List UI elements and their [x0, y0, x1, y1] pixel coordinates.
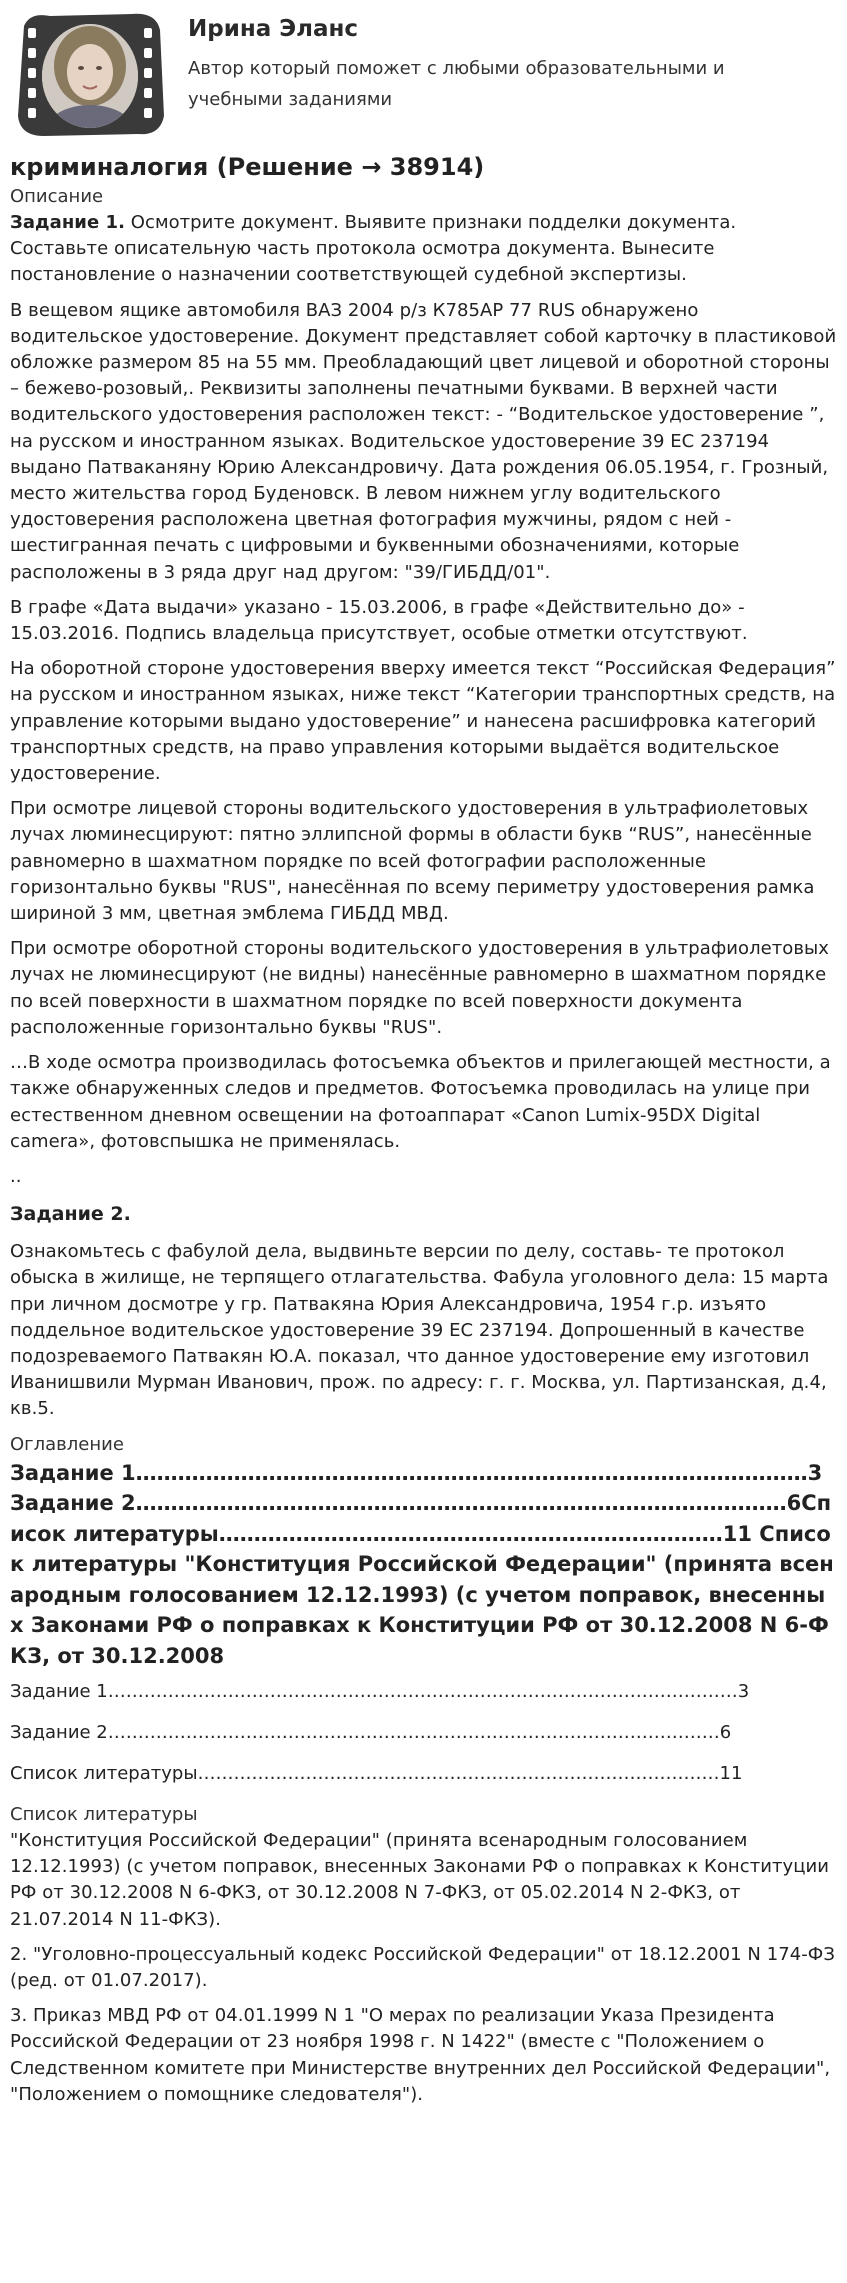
person-photo-film-frame-icon — [10, 6, 170, 141]
toc-entry[interactable]: Задание 2…………………………………………………………………………………………6 — [10, 1722, 732, 1744]
task1-text: Осмотрите документ. Выявите признаки подделки документа. Составьте описательную часть протокола осмотра документа. Вынесите постановление о назначении соответствующей судебной экспертизы. — [10, 212, 737, 286]
author-avatar[interactable] — [10, 6, 170, 141]
toc-entry[interactable]: Список литературы……………………………………………………………………………11 — [10, 1763, 743, 1785]
toc-label: Оглавление — [10, 1433, 124, 1455]
author-name[interactable]: Ирина Эланс — [188, 16, 359, 42]
toc-heading-text: Задание 1……………………………………………………………………………………3Задание 2…………………………………………………………………………………6Список литературы………………………………………………………………11 Список литературы "Конституция Российской Федерации" (принята всенародным голосованием 12.12.1993) (с учетом поправок, внесенных Законами РФ о поправках к Конституции РФ от 30.12.2008 N 6-ФКЗ, от 30.12.2008 — [10, 1460, 834, 1668]
paragraph: .. — [10, 1165, 22, 1187]
literature-label: Список литературы — [10, 1804, 198, 1826]
paragraph: В графе «Дата выдачи» указано - 15.03.2006, в графе «Действительно до» - 15.03.2016. Подпись владельца присутствует, особые отметки отсутствуют. — [10, 596, 748, 645]
author-card — [10, 0, 837, 148]
author-description: Автор который поможет с любыми образовательными и учебными заданиями — [188, 58, 725, 110]
task1-paragraph — [10, 210, 837, 289]
literature-item: 3. Приказ МВД РФ от 04.01.1999 N 1 "О мерах по реализации Указа Президента Российской Федерации от 23 ноября 1998 г. N 1422" (вместе с "Положением о Следственном комитете при Министерстве внутренних дел Российской Федерации", "Положением о помощнике следователя"). — [10, 2005, 831, 2105]
task2-heading: Задание 2. — [10, 1203, 131, 1226]
document-title: криминалогия (Решение → 38914) — [10, 153, 485, 181]
paragraph: При осмотре лицевой стороны водительского удостоверения в ультрафиолетовых лучах люминесцируют: пятно эллипсной формы в области букв “RUS”, нанесённые равномерно в шахматном порядке по всей фотографии расположенные горизонтально буквы "RUS", нанесённая по всему периметру удостоверения рамка шириной 3 мм, цветная эмблема ГИБДД МВД. — [10, 798, 815, 925]
paragraph: При осмотре оборотной стороны водительского удостоверения в ультрафиолетовых лучах не люминесцируют (не видны) нанесённые равномерно в шахматном порядке по всей поверхности в шахматном порядке по всей поверхности документа расположенные горизонтально буквы "RUS". — [10, 938, 829, 1038]
task2-paragraph: Ознакомьтесь с фабулой дела, выдвиньте версии по делу, составь- те протокол обыска в жилище, не терпящего отлагательства. Фабула уголовного дела: 15 марта при личном досмотре у гр. Патвакяна Юрия Александровича, 1954 г.р. изъято поддельное водительское удостоверение 39 ЕС 237194. Допрошенный в качестве подозреваемого Патвакян Ю.А. показал, что данное удостоверение ему изготовил Иванишвили Мурман Иванович, прож. по адресу: г. г. Москва, ул. Партизанская, д.4, кв.5. — [10, 1241, 829, 1420]
paragraph: …В ходе осмотра производилась фотосъемка объектов и прилегающей местности, а также обнаруженных следов и предметов. Фотосъемка проводилась на улице при естественном дневном освещении на фотоаппарат «Canon Lumix-95DX Digital camera», фотовспышка не применялась. — [10, 1052, 831, 1152]
paragraph: На оборотной стороне удостоверения вверху имеется текст “Российская Федерация” на русском и иностранном языках, ниже текст “Категории транспортных средств, на управление которыми выдано удостоверение” и нанесена расшифровка категорий транспортных средств, на право управления которыми выдаётся водительское удостоверение. — [10, 658, 836, 785]
task1-label: Задание 1. — [10, 212, 126, 233]
author-info — [188, 6, 788, 115]
toc-entry[interactable]: Задание 1……………………………………………………………………………………………3 — [10, 1681, 750, 1703]
literature-item: "Конституция Российской Федерации" (принята всенародным голосованием 12.12.1993) (с учетом поправок, внесенных Законами РФ о поправках к Конституции РФ от 30.12.2008 N 6-ФКЗ, от 30.12.2008 N 7-ФКЗ, от 05.02.2014 N 2-ФКЗ, от 21.07.2014 N 11-ФКЗ). — [10, 1830, 830, 1930]
literature-item: 2. "Уголовно-процессуальный кодекс Российской Федерации" от 18.12.2001 N 174-ФЗ (ред. от 01.07.2017). — [10, 1943, 835, 1992]
description-label: Описание — [10, 186, 104, 207]
paragraph: В вещевом ящике автомобиля ВАЗ 2004 р/з К785АР 77 RUS обнаружено водительское удостоверение. Документ представляет собой карточку в пластиковой обложке размером 85 на 55 мм. Преобладающий цвет лицевой и оборотной стороны – бежево-розовый,. Реквизиты заполнены печатными буквами. В верхней части водительского удостоверения расположен текст: - “Водительское удостоверение ”, на русском и иностранном языках. Водительское удостоверение 39 ЕС 237194 выдано Патваканяну Юрию Александровичу. Дата рождения 06.05.1954, г. Грозный, место жительства город Буденовск. В левом нижнем углу водительского удостоверения расположена цветная фотография мужчины, рядом с ней - шестигранная печать с цифровыми и буквенными обозначениями, которые расположены в 3 ряда друг над другом: "39/ГИБДД/01". — [10, 299, 837, 583]
